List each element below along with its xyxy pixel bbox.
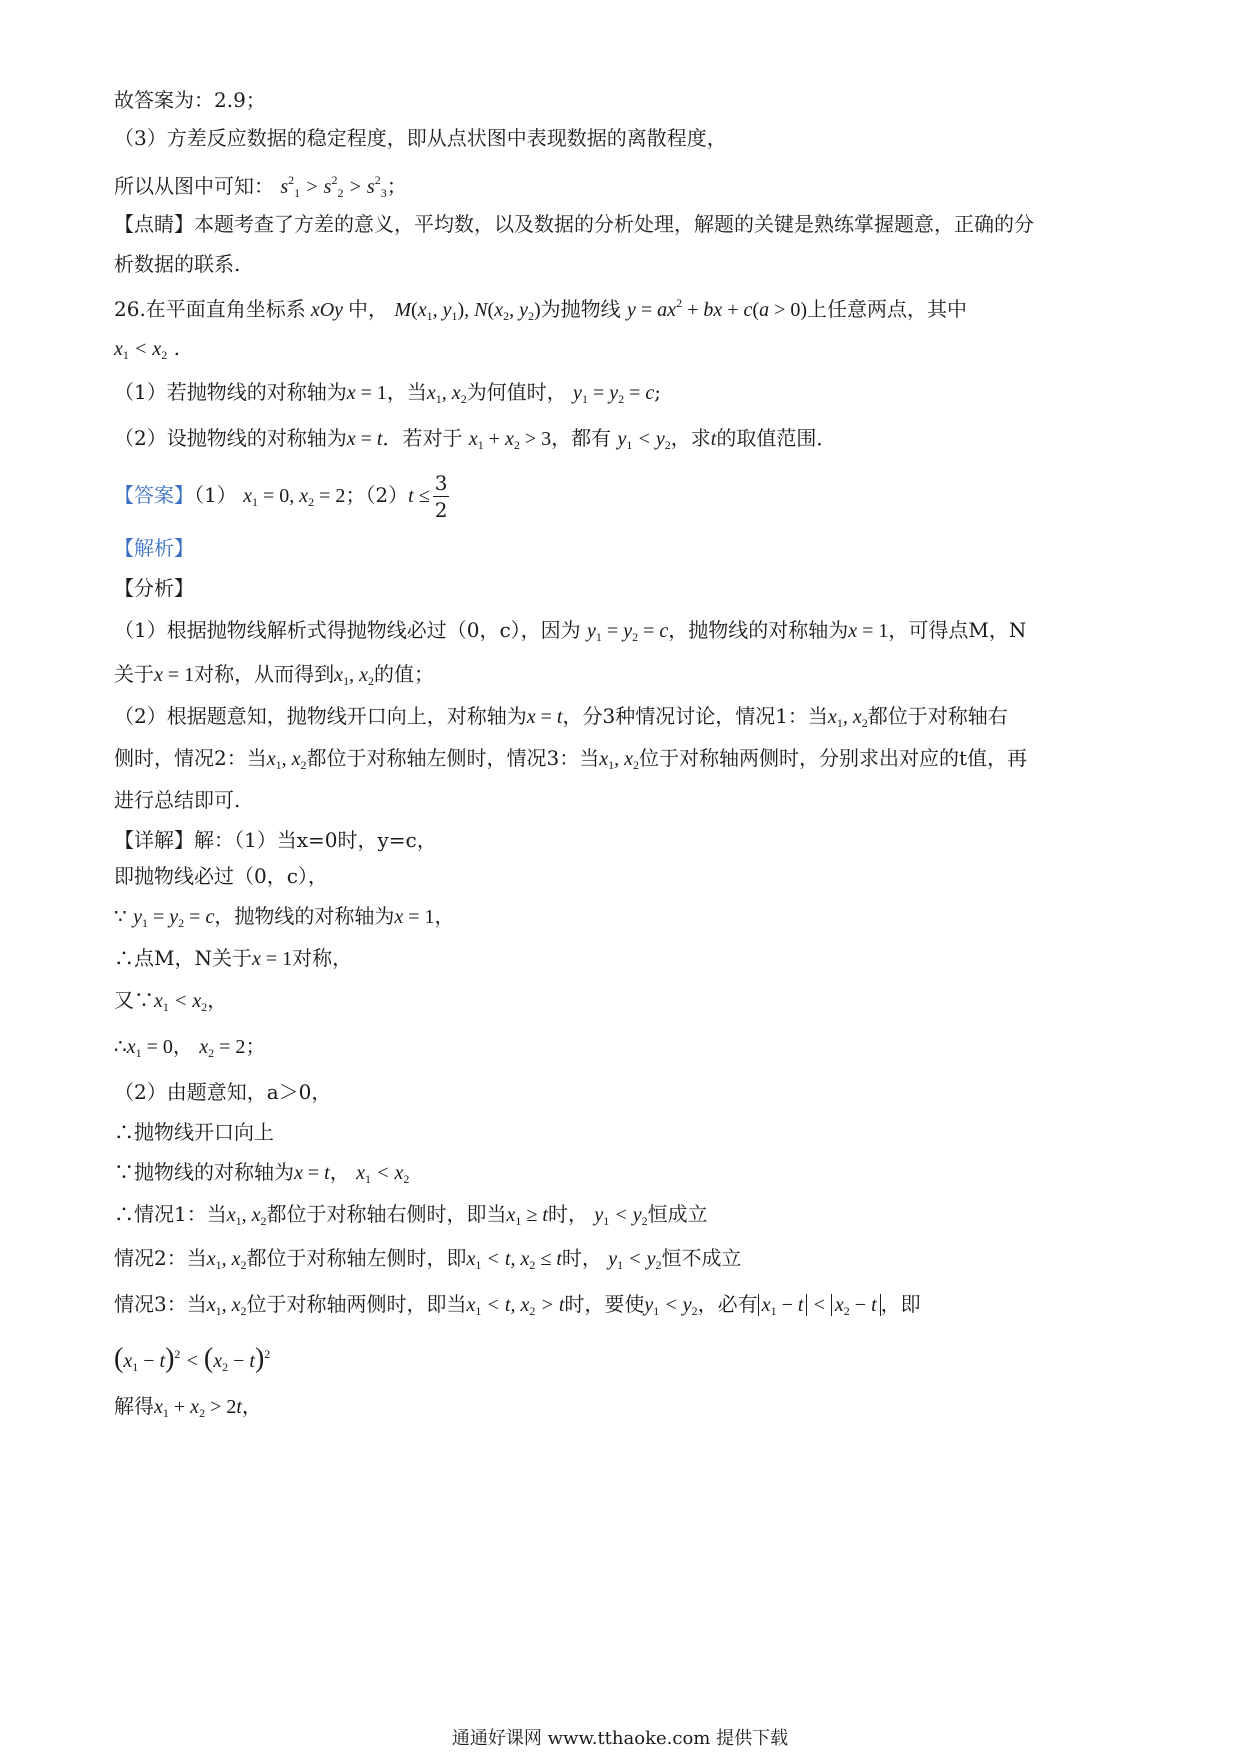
question-26-line2: $x_1 < x_2$ . — [114, 336, 180, 362]
detail-line9: ∵抛物线的对称轴为x = t， $x_1 < x_2$ — [114, 1160, 410, 1186]
analysis-part1-line2: 关于x = 1对称，从而得到$x_1$, $x_2$的值； — [114, 662, 434, 688]
question-26-line1: 26.在平面直角坐标系 xOy 中， $M(x_1$, $y_1$), $N(x_2$, $y_2$)为抛物线 $y = ax^2$ + bx + c(a > 0)上任意两点，其中 — [114, 296, 968, 323]
variance-explanation: （3）方差反应数据的稳定程度，即从点状图中表现数据的离散程度， — [114, 126, 727, 150]
detail-line1: 【详解】解：（1）当x=0时，y=c， — [114, 828, 437, 852]
math-inequality: $s^2_1 > s^2_2 > s^2_3$ — [280, 173, 387, 200]
detail-line6: $\therefore x_1 = 0$， $x_2 = 2$； — [114, 1034, 266, 1060]
comment-paragraph-line1: 【点睛】本题考查了方差的意义，平均数，以及数据的分析处理，解题的关键是熟练掌握题意，正确的分 — [114, 212, 1034, 236]
analysis-part2-line1: （2）根据题意知，抛物线开口向上，对称轴为x = t，分3种情况讨论，情况1：当$x_1$, $x_2$都位于对称轴右 — [114, 704, 1008, 730]
answer-section: 【答案】（1） $x_1 = 0$, $x_2 = 2$；（2）t ≤ $\frac{3}{2}$ — [114, 471, 448, 522]
analysis-part2-line2: 侧时，情况2：当$x_1$, $x_2$都位于对称轴左侧时，情况3：当$x_1$, $x_2$位于对称轴两侧时，分别求出对应的t值，再 — [114, 746, 1028, 772]
detail-line8: ∴抛物线开口向上 — [114, 1120, 274, 1144]
analysis-part2-line3: 进行总结即可. — [114, 788, 241, 812]
detail-squared-inequality: $(x_1 - t)^2 < (x_2 - t)^2$ — [114, 1343, 271, 1374]
math-absolute-values: $x_1 - t < x_2 - t$ — [758, 1294, 881, 1316]
math-parabola: $y = ax^2$ + bx + c(a > 0) — [627, 296, 808, 321]
detail-line3: ∵ $y_1 = y_2 = c$，抛物线的对称轴为x = 1， — [114, 904, 455, 930]
analysis-label: 【解析】 — [114, 536, 194, 560]
math-points: $M(x_1$, $y_1$), $N(x_2$, $y_2$) — [394, 299, 541, 323]
detail-line5: 又$\because x_1 < x_2$， — [114, 988, 228, 1014]
question-26-part2: （2）设抛物线的对称轴为x = t．若对于 $x_1 + x_2 > 3$，都有 $y_1 < y_2$，求t的取值范围． — [114, 426, 837, 452]
variance-conclusion: 所以从图中可知： $s^2_1 > s^2_2 > s^2_3$； — [114, 173, 407, 200]
detail-line2: 即抛物线必过（0，c）， — [114, 864, 328, 888]
page-footer: 通通好课网 www.tthaoke.com 提供下载 — [451, 1728, 789, 1749]
detail-case1: ∴情况1：当$x_1$, $x_2$都位于对称轴右侧时，即当$x_1 \ge t$时， $y_1 < y_2$恒成立 — [114, 1202, 708, 1228]
detail-solution: 解得$x_1 + x_2 > 2t$， — [114, 1394, 262, 1420]
answer-line: 故答案为：2.9； — [114, 88, 266, 112]
question-26-part1: （1）若抛物线的对称轴为x = 1，当$x_1$, $x_2$为何值时， $y_1 = y_2 = c$; — [114, 380, 662, 406]
answer-label: 【答案】 — [114, 483, 194, 507]
detail-line7: （2）由题意知，a＞0， — [114, 1080, 332, 1104]
detail-case3: 情况3：当$x_1$, $x_2$位于对称轴两侧时，即当$x_1 < t$, $x_2 > t$时，要使$y_1 < y_2$，必有 $x_1 - t < x_2 - t$ ，即 — [114, 1292, 921, 1318]
comment-paragraph-line2: 析数据的联系. — [114, 252, 241, 276]
detail-case2: 情况2：当$x_1$, $x_2$都位于对称轴左侧时，即$x_1 < t$, $x_2 \le t$时， $y_1 < y_2$恒不成立 — [114, 1246, 742, 1272]
analysis-part1-line1: （1）根据抛物线解析式得抛物线必过（0，c），因为 $y_1 = y_2 = c$，抛物线的对称轴为x = 1，可得点M，N — [114, 618, 1027, 644]
detail-line4: ∴点M，N关于x = 1对称， — [114, 946, 353, 970]
fraction-three-halves: $\frac{3}{2}$ — [434, 471, 448, 522]
analysis-subheading: 【分析】 — [114, 576, 194, 600]
